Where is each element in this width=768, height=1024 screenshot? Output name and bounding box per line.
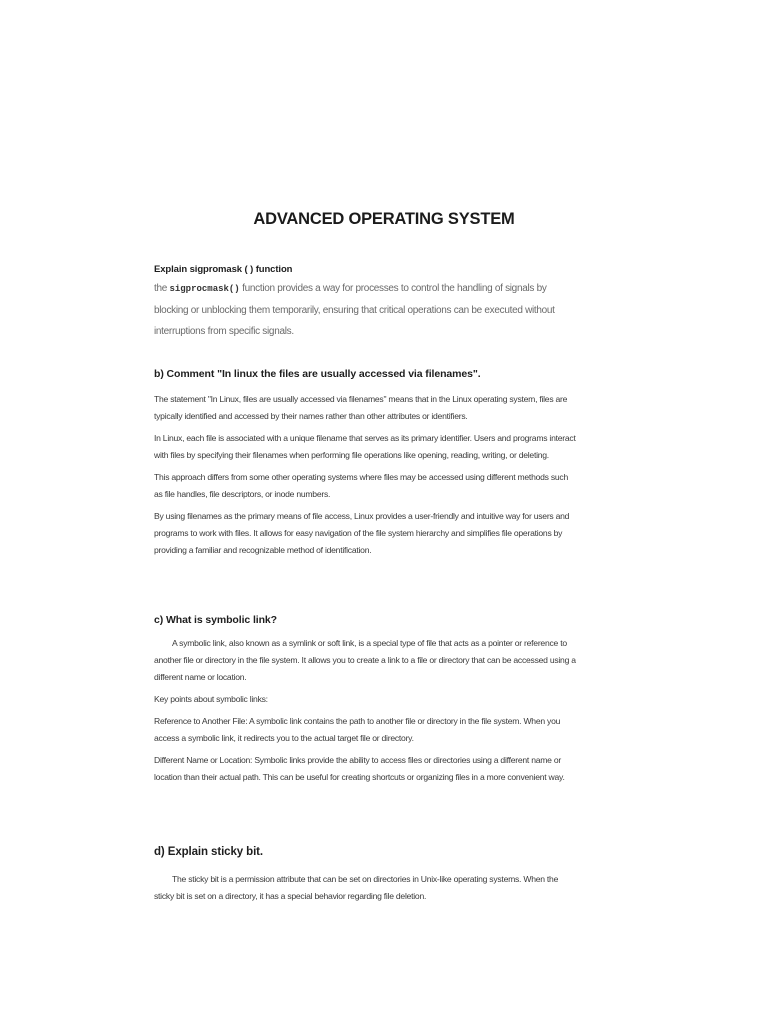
section-sticky-bit: [154, 846, 578, 905]
paragraph-text: function provides a way for processes to control the handling of signals by blocking or unblocking them temporarily, ensuring that critical operations can be executed without interruptions from specific signals.: [154, 283, 555, 337]
section-paragraph: Reference to Another File: A symbolic link contains the path to another file or directory in the file system. When you access a symbolic link, it redirects you to the actual target file or directory.: [154, 716, 561, 743]
section-filenames: [154, 368, 578, 559]
section-symbolic-link: [154, 614, 578, 786]
inline-code: sigprocmask(): [169, 284, 240, 294]
paragraph-text: the: [154, 283, 170, 294]
section-paragraph: The sticky bit is a permission attribute that can be set on directories in Unix-like operating systems. When the sticky bit is set on a directory, it has a special behavior regarding file deletion.: [154, 874, 559, 901]
section-paragraph: This approach differs from some other operating systems where files may be accessed using different methods such as file handles, file descriptors, or inode numbers.: [154, 472, 568, 499]
section-heading: Explain sigpromask ( ) function: [154, 264, 293, 275]
section-paragraph: [154, 278, 578, 342]
section-paragraph: Key points about symbolic links:: [154, 694, 268, 704]
section-heading: d) Explain sticky bit.: [154, 846, 263, 858]
section-heading: c) What is symbolic link?: [154, 614, 277, 626]
section-paragraph: In Linux, each file is associated with a unique filename that serves as its primary identifier. Users and programs interact with files by specifying their filenames when performing file operations like opening, reading, writing, or deleting.: [154, 433, 576, 460]
section-sigprocmask: [154, 264, 578, 342]
section-paragraph: By using filenames as the primary means of file access, Linux provides a user-friendly and intuitive way for users and programs to work with files. It allows for easy navigation of the file system hierarchy and simplifies file operations by providing a familiar and recognizable method of identification.: [154, 511, 570, 555]
document-title: ADVANCED OPERATING SYSTEM: [253, 210, 515, 228]
section-paragraph: A symbolic link, also known as a symlink or soft link, is a special type of file that acts as a pointer or reference to another file or directory in the file system. It allows you to create a link to a file or directory that can be accessed using a different name or location.: [154, 638, 576, 682]
section-paragraph: Different Name or Location: Symbolic links provide the ability to access files or directories using a different name or location than their actual path. This can be useful for creating shortcuts or organizing files in a more convenient way.: [154, 755, 565, 782]
section-heading: b) Comment "In linux the files are usually accessed via filenames".: [154, 368, 481, 380]
section-paragraph: The statement "In Linux, files are usually accessed via filenames" means that in the Linux operating system, files are typically identified and accessed by their names rather than other attributes or identifiers.: [154, 394, 568, 421]
